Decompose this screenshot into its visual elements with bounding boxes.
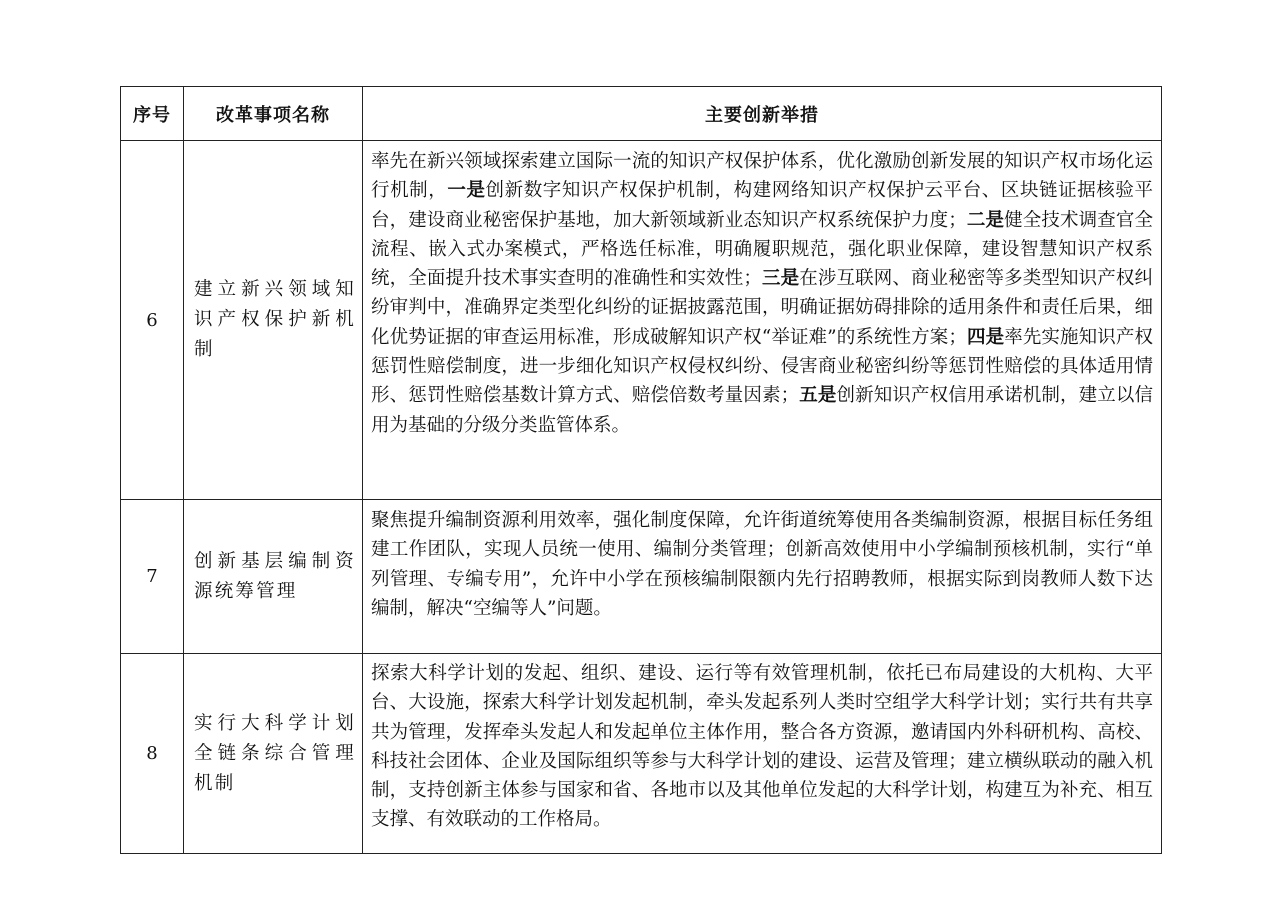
row-reform-item-name: 建立新兴领域知识产权保护新机制 — [184, 141, 363, 500]
table-row — [121, 654, 1162, 854]
measure-point-label: 一是 — [447, 180, 486, 202]
reform-measures-table — [120, 86, 1162, 854]
measure-text: 在涉互联网、商业秘密等多类型知识产权纠纷审判中，准确界定类型化纠纷的证据披露范围，明确证据妨碍排除的适用条件和责任后果，细化优势证据的审查运用标准，形成破解知识产权“举证难”的系统性方案； — [371, 268, 1153, 348]
table-row — [121, 141, 1162, 500]
measure-point-label: 五是 — [799, 385, 837, 407]
row-innovation-measures: 探索大科学计划的发起、组织、建设、运行等有效管理机制，依托已布局建设的大机构、大平台、大设施，探索大科学计划发起机制，牵头发起系列人类时空组学大科学计划；实行共有共享共为管理，发挥牵头发起人和发起单位主体作用，整合各方资源，邀请国内外科研机构、高校、科技社会团体、企业及国际组织等参与大科学计划的建设、运营及管理；建立横纵联动的融入机制，支持创新主体参与国家和省、各地市以及其他单位发起的大科学计划，构建互为补充、相互支撑、有效联动的工作格局。 — [363, 654, 1162, 854]
header-main-innovation-measures: 主要创新举措 — [363, 87, 1162, 141]
row-serial-number: 7 — [121, 500, 184, 654]
row-innovation-measures — [363, 141, 1162, 500]
table-body — [121, 141, 1162, 854]
header-reform-item-name: 改革事项名称 — [184, 87, 363, 141]
row-reform-item-name: 实行大科学计划全链条综合管理机制 — [184, 654, 363, 854]
header-row — [121, 87, 1162, 141]
measure-text: 率先实施知识产权惩罚性赔偿制度，进一步细化知识产权侵权纠纷、侵害商业秘密纠纷等惩罚性赔偿的具体适用情形、惩罚性赔偿基数计算方式、赔偿倍数考量因素； — [371, 326, 1153, 407]
measure-text: 创新知识产权信用承诺机制，建立以信用为基础的分级分类监管体系。 — [371, 385, 1153, 436]
row-serial-number: 8 — [121, 654, 184, 854]
measure-text: 率先在新兴领域探索建立国际一流的知识产权保护体系，优化激励创新发展的知识产权市场化运行机制， — [371, 151, 1153, 202]
measure-text: 健全技术调查官全流程、嵌入式办案模式，严格选任标准，明确履职规范，强化职业保障，建设智慧知识产权系统，全面提升技术事实查明的准确性和实效性； — [371, 209, 1153, 290]
row-innovation-measures: 聚焦提升编制资源利用效率，强化制度保障，允许街道统筹使用各类编制资源，根据目标任务组建工作团队，实现人员统一使用、编制分类管理；创新高效使用中小学编制预核机制，实行“单列管理、专编专用”，允许中小学在预核编制限额内先行招聘教师，根据实际到岗教师人数下达编制，解决“空编等人”问题。 — [363, 500, 1162, 654]
row-serial-number: 6 — [121, 141, 184, 500]
row-reform-item-name: 创新基层编制资源统筹管理 — [184, 500, 363, 654]
header-serial-number: 序号 — [121, 87, 184, 141]
measure-point-label: 二是 — [966, 209, 1005, 231]
measure-point-label: 三是 — [761, 268, 800, 290]
table-header — [121, 87, 1162, 141]
measure-point-label: 四是 — [966, 326, 1005, 348]
measure-text: 创新数字知识产权保护机制，构建网络知识产权保护云平台、区块链证据核验平台，建设商业秘密保护基地，加大新领域新业态知识产权系统保护力度； — [371, 180, 1153, 231]
table-row — [121, 500, 1162, 654]
